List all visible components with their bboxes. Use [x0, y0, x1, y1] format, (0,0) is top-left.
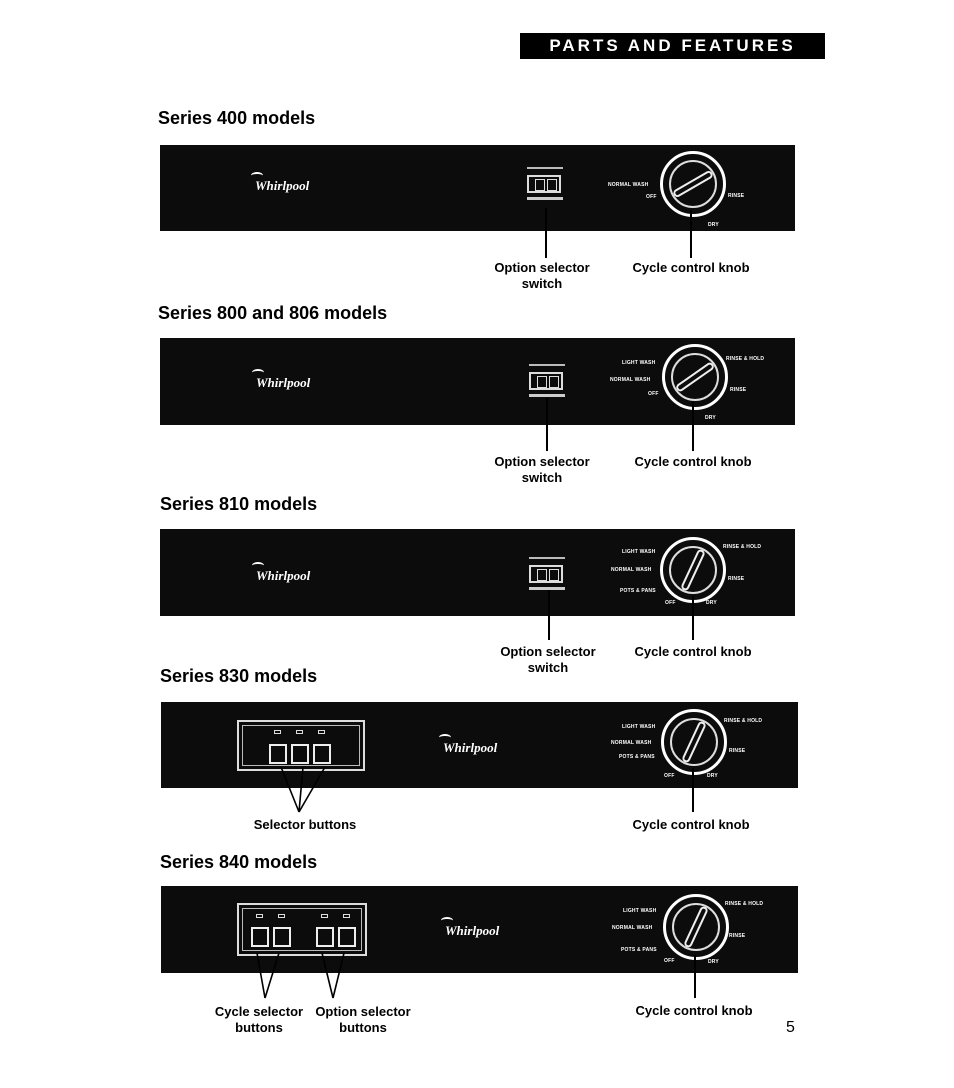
- knob-label-off: OFF: [664, 958, 675, 964]
- knob-label-light-wash: LIGHT WASH: [622, 549, 656, 555]
- heading-series-400: Series 400 models: [158, 108, 316, 128]
- heading-series-830: Series 830 models: [160, 666, 318, 686]
- knob-label-normal-wash: NORMAL WASH: [608, 182, 649, 188]
- heading-series-840: Series 840 models: [160, 852, 318, 872]
- label-cycle-control-knob: Cycle control knob: [632, 260, 750, 275]
- label-selector-buttons: Selector buttons: [253, 817, 357, 832]
- label-cycle-control-knob: Cycle control knob: [634, 454, 752, 469]
- callout-line: [265, 953, 279, 998]
- knob-label-rinse: RINSE: [728, 193, 745, 199]
- knob-label-pots-pans: POTS & PANS: [620, 588, 656, 594]
- knob-label-pots-pans: POTS & PANS: [621, 947, 657, 953]
- knob-label-off: OFF: [648, 391, 659, 397]
- heading-series-810: Series 810 models: [160, 494, 318, 514]
- section-header: PARTS AND FEATURES: [520, 33, 825, 59]
- label-option-selector-switch: Option selector switch: [494, 454, 590, 485]
- knob-label-normal-wash: NORMAL WASH: [611, 740, 652, 746]
- knob-label-rinse: RINSE: [729, 748, 746, 754]
- whirlpool-logo: Whirlpool: [256, 375, 310, 391]
- whirlpool-logo: Whirlpool: [255, 178, 309, 194]
- heading-series-800-806: Series 800 and 806 models: [158, 303, 388, 323]
- page-number: 5: [786, 1019, 795, 1036]
- knob-label-light-wash: LIGHT WASH: [622, 724, 656, 730]
- knob-label-light-wash: LIGHT WASH: [623, 908, 657, 914]
- knob-label-rinse: RINSE: [728, 576, 745, 582]
- knob-label-dry: DRY: [705, 415, 716, 421]
- callout-line: [281, 767, 299, 812]
- knob-label-dry: DRY: [708, 959, 719, 965]
- label-cycle-control-knob: Cycle control knob: [632, 817, 750, 832]
- label-cycle-selector-buttons: Cycle selector buttons: [214, 1004, 304, 1035]
- label-option-selector-switch: Option selector switch: [494, 260, 590, 291]
- knob-label-light-wash: LIGHT WASH: [622, 360, 656, 366]
- knob-label-normal-wash: NORMAL WASH: [610, 377, 651, 383]
- label-cycle-control-knob: Cycle control knob: [635, 1003, 753, 1018]
- knob-label-dry: DRY: [706, 600, 717, 606]
- callout-line: [322, 953, 333, 998]
- label-cycle-control-knob: Cycle control knob: [634, 644, 752, 659]
- knob-label-rinse-hold: RINSE & HOLD: [725, 901, 764, 907]
- knob-label-off: OFF: [665, 600, 676, 606]
- knob-label-dry: DRY: [708, 222, 719, 228]
- whirlpool-logo: Whirlpool: [443, 740, 497, 756]
- label-option-selector-switch: Option selector switch: [500, 644, 596, 675]
- label-option-selector-buttons: Option selector buttons: [315, 1004, 411, 1035]
- whirlpool-logo: Whirlpool: [256, 568, 310, 584]
- knob-label-off: OFF: [664, 773, 675, 779]
- knob-label-normal-wash: NORMAL WASH: [612, 925, 653, 931]
- callout-line: [333, 953, 344, 998]
- knob-label-rinse: RINSE: [729, 933, 746, 939]
- knob-label-rinse-hold: RINSE & HOLD: [726, 356, 765, 362]
- knob-label-rinse-hold: RINSE & HOLD: [724, 718, 763, 724]
- knob-label-rinse-hold: RINSE & HOLD: [723, 544, 762, 550]
- callout-line: [257, 953, 265, 998]
- knob-label-normal-wash: NORMAL WASH: [611, 567, 652, 573]
- knob-label-rinse: RINSE: [730, 387, 747, 393]
- knob-label-dry: DRY: [707, 773, 718, 779]
- whirlpool-logo: Whirlpool: [445, 923, 499, 939]
- knob-label-pots-pans: POTS & PANS: [619, 754, 655, 760]
- knob-label-off: OFF: [646, 194, 657, 200]
